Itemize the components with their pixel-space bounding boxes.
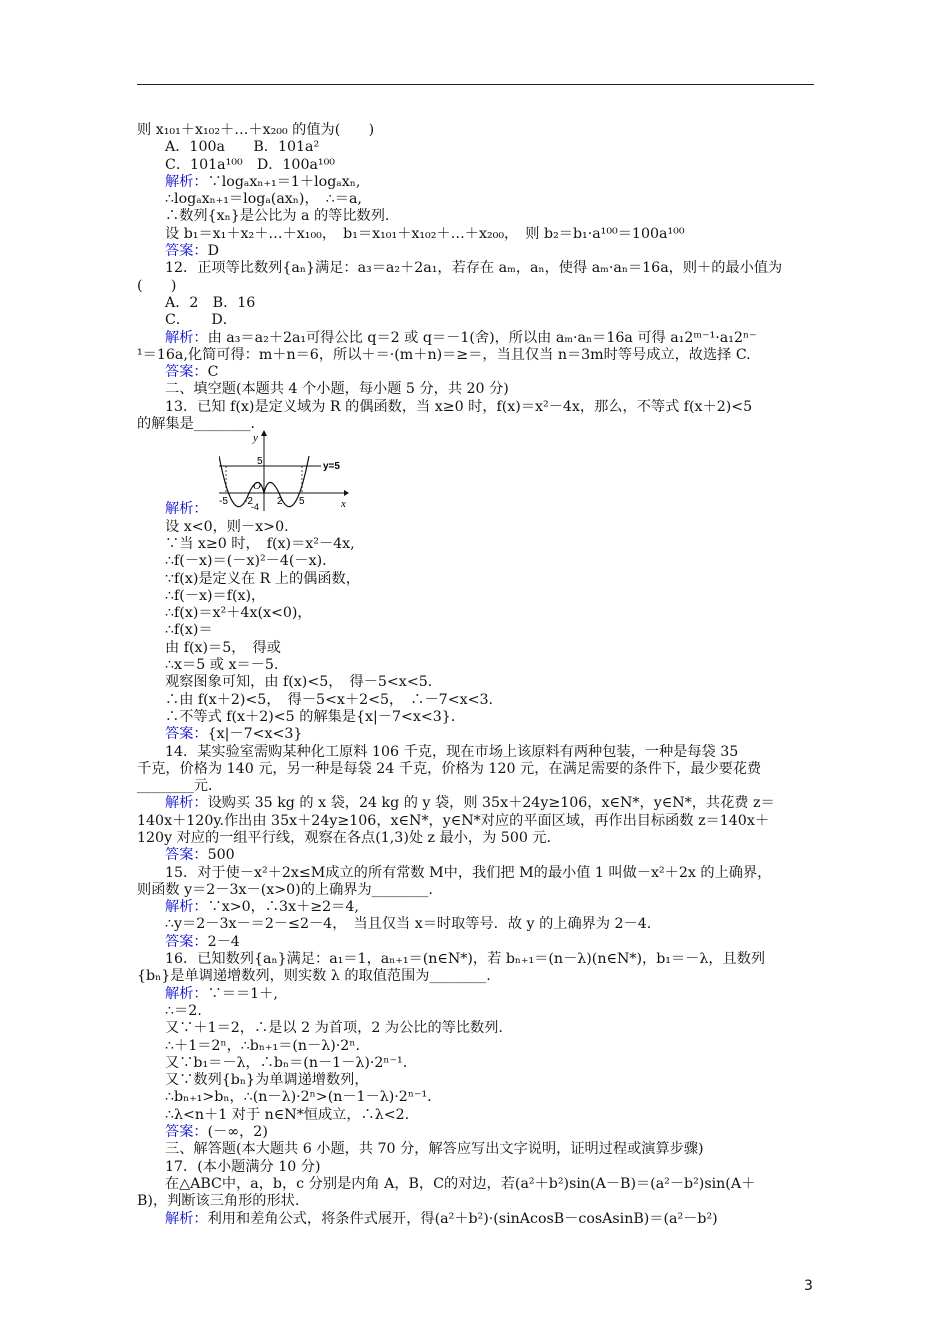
text-line: ∴由 f(x＋2)<5， 得－5<x＋2<5， ∴－7<x<3. bbox=[165, 691, 494, 708]
text-line bbox=[137, 847, 817, 864]
text-line: 设 b₁＝x₁＋x₂＋…＋x₁₀₀， b₁＝x₁₀₁＋x₁₀₂＋…＋x₂₀₀， 则 b₂＝b₁·a¹⁰⁰＝100a¹⁰⁰ bbox=[165, 225, 685, 242]
line-text: 利用和差角公式，将条件式展开，得(a²＋b²)·(sinAcosB－cosAsinB)＝(a²－b²) bbox=[207, 1210, 718, 1227]
text-line: 又∵b₁＝－λ，∴bₙ＝(n－1－λ)·2ⁿ⁻¹. bbox=[165, 1054, 408, 1071]
text-line bbox=[137, 986, 817, 1003]
line-text: ∵x>0，∴3x＋≥2＝4, bbox=[207, 899, 359, 916]
label-keyword: 解析： bbox=[165, 501, 208, 518]
label-keyword: 解析： bbox=[165, 795, 208, 812]
text-line: 120y 对应的一组平行线，观察在各点(1,3)处 z 最小，为 500 元． bbox=[137, 829, 561, 846]
text-line: ∴数列{xₙ}是公比为 a 的等比数列. bbox=[165, 208, 390, 225]
y-label: y bbox=[253, 432, 258, 445]
y-axis-arrow bbox=[261, 430, 267, 436]
x-tick-5: 5 bbox=[299, 496, 305, 508]
header-rule bbox=[137, 84, 814, 85]
text-line bbox=[137, 899, 817, 916]
text-line: ∴bₙ₊₁>bₙ，∴(n－λ)·2ⁿ>(n－1－λ)·2ⁿ⁻¹. bbox=[165, 1089, 432, 1106]
text-line bbox=[137, 174, 817, 191]
line-text: 由 a₃＝a₂＋2a₁可得公比 q＝2 或 q＝－1(舍)，所以由 aₘ·aₙ＝16a 可得 a₁2ᵐ⁻¹·a₁2ⁿ⁻ bbox=[207, 329, 757, 346]
line-text: ∵＝＝1＋, bbox=[207, 985, 278, 1002]
label-keyword: 答案： bbox=[165, 726, 208, 743]
x-tick-2: 2 bbox=[277, 496, 283, 508]
line-text: 设购买 35 kg 的 x 袋，24 kg 的 y 袋，则 35x＋24y≥106，x∈N*，y∈N*，共花费 z＝ bbox=[207, 795, 775, 812]
label-keyword: 答案： bbox=[165, 933, 208, 950]
function-graph bbox=[219, 429, 349, 511]
text-line: ∴f(x)＝x²＋4x(x<0)， bbox=[165, 605, 312, 622]
line-text: 500 bbox=[207, 847, 235, 864]
line-text: ∵logₐxₙ₊₁＝1＋logₐxₙ, bbox=[207, 173, 361, 190]
text-line: ∴＋1＝2ⁿ，∴bₙ₊₁＝(n－λ)·2ⁿ. bbox=[165, 1037, 360, 1054]
text-line: 千克，价格为 140 元，另一种是每袋 24 千克，价格为 120 元，在满足需要的条件下，最少要花费 bbox=[137, 760, 762, 777]
text-line bbox=[137, 934, 817, 951]
text-line: 在△ABC中，a，b，c 分别是内角 A，B，C的对边，若(a²＋b²)sin(A－B)＝(a²－b²)sin(A＋ bbox=[165, 1175, 756, 1192]
label-keyword: 解析： bbox=[165, 1210, 208, 1227]
label-keyword: 解析： bbox=[165, 329, 208, 346]
text-line bbox=[137, 243, 817, 260]
text-line: 12．正项等比数列{aₙ}满足：a₃＝a₂＋2a₁，若存在 aₘ，aₙ，使得 aₘ·aₙ＝16a，则＋的最小值为 bbox=[165, 260, 783, 277]
text-line: 又∵＋1＝2，∴是以 2 为首项，2 为公比的等比数列. bbox=[165, 1020, 503, 1037]
text-line: ∵f(x)是定义在 R 上的偶函数， bbox=[165, 570, 360, 587]
text-line: B)，判断该三角形的形状. bbox=[137, 1193, 300, 1210]
x-tick-neg2: -2 bbox=[244, 496, 253, 508]
text-line: ∴logₐxₙ₊₁＝logₐ(axₙ)， ∴＝a, bbox=[165, 191, 362, 208]
text-line: 又∵数列{bₙ}为单调递增数列， bbox=[165, 1072, 369, 1089]
x-label: x bbox=[341, 498, 346, 511]
text-line: 140x＋120y.作出由 35x＋24y≥106，x∈N*，y∈N*对应的平面区域，再作出目标函数 z＝140x＋ bbox=[137, 812, 770, 829]
line-text: C bbox=[207, 364, 219, 381]
line-text: (－∞，2) bbox=[207, 1124, 268, 1141]
text-line: ∴y＝2－3x－＝2－≤2－4， 当且仅当 x＝时取等号．故 y 的上确界为 2－4. bbox=[165, 916, 652, 933]
x-tick-neg5: -5 bbox=[219, 496, 228, 508]
x-axis-arrow bbox=[344, 490, 349, 496]
text-line: 15．对于使－x²＋2x≤M成立的所有常数 M中，我们把 M的最小值 1 叫做－x²＋2x 的上确界， bbox=[165, 864, 772, 881]
origin-label: O bbox=[253, 480, 261, 493]
text-line: 三、解答题(本大题共 6 小题，共 70 分，解答应写出文字说明，证明过程或演算步骤) bbox=[165, 1141, 704, 1158]
text-line: 则函数 y＝2－3x－(x>0)的上确界为________. bbox=[137, 881, 433, 898]
text-line: ∴f(－x)＝f(x)， bbox=[165, 587, 266, 604]
y-tick-5: 5 bbox=[257, 456, 263, 468]
text-line: 设 x<0，则－x>0. bbox=[165, 518, 289, 535]
label-keyword: 答案： bbox=[165, 364, 208, 381]
text-line: 观察图象可知，由 f(x)<5， 得－5<x<5. bbox=[165, 674, 433, 691]
text-line: ∴x＝5 或 x＝－5. bbox=[165, 657, 279, 674]
document-body bbox=[137, 122, 817, 1228]
line-text: D bbox=[207, 243, 219, 260]
text-line bbox=[137, 330, 817, 347]
text-line bbox=[137, 364, 817, 381]
text-line: 由 f(x)＝5， 得或 bbox=[165, 639, 281, 656]
label-keyword: 解析： bbox=[165, 985, 208, 1002]
text-line bbox=[137, 726, 817, 743]
text-line: {bₙ}是单调递增数列，则实数 λ 的取值范围为________. bbox=[137, 968, 491, 985]
page-number: 3 bbox=[804, 1278, 813, 1294]
line-text: 2－4 bbox=[207, 933, 240, 950]
text-line: 二、填空题(本题共 4 个小题，每小题 5 分，共 20 分) bbox=[165, 381, 509, 398]
text-line: C． D． bbox=[165, 312, 237, 329]
text-line bbox=[137, 1211, 817, 1228]
label-keyword: 答案： bbox=[165, 243, 208, 260]
text-line: ∵当 x≥0 时， f(x)＝x²－4x, bbox=[165, 535, 355, 552]
text-line: ∴f(x)＝ bbox=[165, 622, 213, 639]
label-keyword: 解析： bbox=[165, 899, 208, 916]
text-line bbox=[137, 1124, 817, 1141]
text-line: ∴f(－x)＝(－x)²－4(－x)． bbox=[165, 553, 337, 570]
text-line: 则 x₁₀₁＋x₁₀₂＋…＋x₂₀₀ 的值为( ) bbox=[137, 122, 375, 138]
text-line: A．100a B．101a² bbox=[165, 139, 320, 156]
text-line: C．101a¹⁰⁰ D．100a¹⁰⁰ bbox=[165, 156, 335, 173]
line-text: {x|－7<x<3} bbox=[207, 726, 303, 743]
text-line: 13．已知 f(x)是定义域为 R 的偶函数，当 x≥0 时，f(x)＝x²－4x，那么，不等式 f(x＋2)<5 bbox=[165, 398, 753, 415]
text-line: 的解集是________． bbox=[137, 416, 265, 433]
text-line: 16．已知数列{aₙ}满足：a₁＝1，aₙ₊₁＝(n∈N*)，若 bₙ₊₁＝(n－λ)(n∈N*)，b₁＝－λ，且数列 bbox=[165, 951, 766, 968]
text-line: ∴＝2. bbox=[165, 1002, 202, 1019]
text-line: 17．(本小题满分 10 分) bbox=[165, 1158, 321, 1175]
label-keyword: 答案： bbox=[165, 1124, 208, 1141]
y-tick-neg4: -4 bbox=[251, 502, 260, 512]
text-line: 14．某实验室需购某种化工原料 106 千克，现在市场上该原料有两种包装，一种是每袋 35 bbox=[165, 743, 739, 760]
label-keyword: 解析： bbox=[165, 173, 208, 190]
text-line: A．2 B．16 bbox=[165, 294, 256, 311]
line-label: y=5 bbox=[323, 461, 340, 473]
text-line: ∴不等式 f(x＋2)<5 的解集是{x|－7<x<3}． bbox=[165, 708, 466, 725]
label-keyword: 答案： bbox=[165, 847, 208, 864]
text-line: ¹＝16a,化简可得：m＋n＝6，所以＋＝·(m＋n)＝≥＝，当且仅当 n＝3m时等号成立，故选择 C. bbox=[137, 346, 751, 363]
text-line bbox=[137, 795, 817, 812]
text-line: ________元． bbox=[137, 778, 223, 795]
text-line: ( ) bbox=[137, 277, 177, 294]
text-line: ∴λ<n＋1 对于 n∈N*恒成立，∴λ<2. bbox=[165, 1106, 410, 1123]
